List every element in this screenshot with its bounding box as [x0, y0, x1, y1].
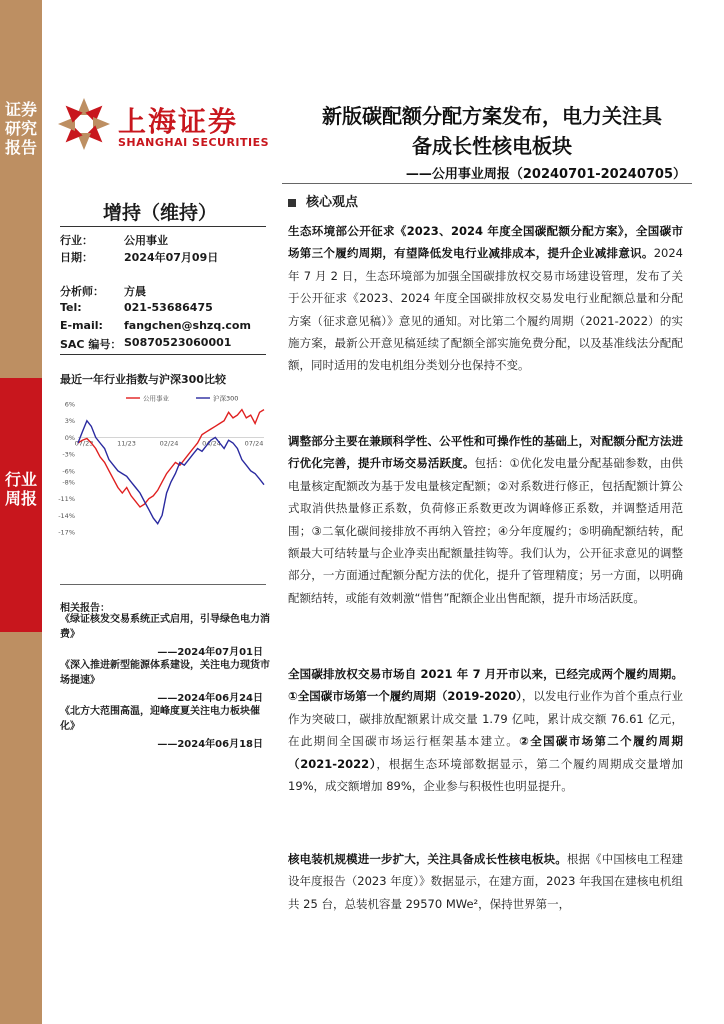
brand-name-cn: 上海证券	[118, 105, 239, 138]
paragraph-3-lead: 全国碳排放权交易市场自 2021 年 7 月开市以来，已经完成两个履约周期。①全国碳市场第一个履约周期（2019-2020）	[288, 667, 683, 704]
x-tick-label: 11/23	[117, 439, 136, 448]
brand-name-en: SHANGHAI SECURITIES	[118, 136, 270, 149]
legend-label: 沪深300	[213, 394, 239, 403]
series-line-utilities	[78, 410, 264, 507]
legend-label: 公用事业	[143, 394, 169, 403]
report-title-line2: 备成长性核电板块	[412, 134, 572, 158]
paragraph-2-lead: 调整部分主要在兼顾科学性、公平性和可操作性的基础上，对配额分配方法进行优化完善，提升市场交易活跃度。	[288, 434, 683, 471]
core-view-heading-text: 核心观点	[306, 195, 359, 210]
date-value: 2024年07月09日	[124, 251, 219, 264]
y-tick-label: -17%	[58, 528, 75, 537]
x-tick-label: 02/24	[159, 439, 179, 448]
date-label: 日期：	[60, 251, 93, 264]
y-tick-label: -3%	[62, 450, 75, 459]
y-tick-label: -6%	[62, 467, 75, 476]
paragraph-3	[288, 663, 683, 797]
related-report-3[interactable]: 《北方大范围高温，迎峰度夏关注电力板块催化》	[60, 706, 260, 732]
related-report-2-date: ——2024年06月24日	[157, 693, 263, 704]
x-tick-label: 07/23	[74, 439, 94, 448]
related-report-1-date: ——2024年07月01日	[157, 647, 263, 658]
sac-label: SAC 编号：	[60, 338, 122, 351]
email-value[interactable]: fangchen@shzq.com	[124, 319, 251, 332]
y-tick-label: -8%	[62, 478, 75, 487]
company-logo-icon	[57, 97, 111, 151]
rating: 增持（维持）	[102, 202, 217, 224]
analyst-value: 方晨	[124, 285, 146, 298]
industry-label: 行业：	[60, 234, 93, 247]
paragraph-2-body: 包括：①优化发电量分配基础参数，由供电量核定配额改为基于发电量核定配额；②对系数进行修正，包括配额计算公式取消供热量修正系数，负荷修正系数更改为调峰修正系数，并调整适用范围；③二氧化碳间接排放不再纳入管控；④分年度履约；⑤明确配额结转，配额最大可结转量与企业净卖出配额量挂钩等。我们认为，公开征求意见的调整部分，一方面通过配额分配方法的优化，提升了管理精度；另一方面，以明确配额结转，或能有效刺激“惜售”配额企业出售配额，提升市场活跃度。	[288, 456, 683, 605]
email-label: E-mail:	[60, 319, 103, 332]
related-report-2[interactable]: 《深入推进新型能源体系建设，关注电力现货市场提速》	[60, 660, 270, 686]
tel-value: 021-53686475	[124, 301, 213, 314]
related-report-1[interactable]: 《绿证核发交易系统正式启用，引导绿色电力消费》	[60, 614, 270, 640]
core-view-heading	[288, 191, 358, 210]
paragraph-4-lead: 核电装机规模进一步扩大，关注具备成长性核电板块。	[288, 852, 567, 866]
paragraph-4-body: 根据《中国核电工程建设年度报告（2023 年度）》数据显示，在建方面，2023 年我国在建核电机组共 25 台，总装机容量 29570 MWe²，保持世界第一，	[288, 852, 683, 911]
report-subtitle: ——公用事业周报（20240701-20240705）	[405, 167, 686, 182]
sidebar-report-type: 证券研究报告	[4, 100, 37, 157]
sac-value: S0870523060001	[124, 336, 232, 349]
x-tick-label: 04/24	[202, 439, 221, 448]
paragraph-3-body-1: ，以发电行业作为首个重点行业作为突破口，碳排放配额累计成交量 1.79 亿吨，累计成交额 76.61 亿元，在此期间全国碳市场运行框架基本建立。	[288, 689, 684, 749]
y-tick-label: -11%	[58, 495, 75, 504]
divider	[282, 183, 692, 184]
bullet-square-icon	[288, 199, 296, 207]
y-tick-label: -14%	[58, 511, 75, 520]
divider	[60, 226, 266, 227]
paragraph-2	[288, 430, 683, 609]
paragraph-1	[288, 220, 683, 377]
y-tick-label: 6%	[64, 400, 75, 409]
series-line-csi300	[78, 421, 264, 524]
y-tick-label: 3%	[64, 417, 75, 426]
paragraph-3-lead-2: ②全国碳市场第二个履约周期（2021-2022）	[288, 734, 683, 771]
chart-title: 最近一年行业指数与沪深300比较	[60, 373, 226, 386]
paragraph-1-lead: 生态环境部公开征求《2023、2024 年度全国碳配额分配方案》，全国碳市场第三个履约周期，有望降低发电行业减排成本，提升企业减排意识。	[288, 224, 683, 261]
sidebar-weekly-label: 行业周报	[4, 470, 37, 508]
index-comparison-chart	[56, 390, 270, 540]
paragraph-1-body: 2024 年 7 月 2 日，生态环境部为加强全国碳排放权交易市场建设管理，发布了关于公开征求《2023、2024 年度全国碳排放权交易发电行业配额总量和分配方案（征求意见稿）》意见的通知。对比第二个履约周期（2021-2022）的实施方案，最新公开意见稿延续了配额全部实施免费分配，以及基准线法分配配额，同时适用的发电机组分类划分也保持不变。	[288, 246, 683, 373]
report-title-line1: 新版碳配额分配方案发布，电力关注具	[322, 104, 662, 128]
paragraph-4	[288, 848, 683, 915]
industry-value: 公用事业	[124, 234, 168, 247]
paragraph-3-body-2: ，根据生态环境部数据显示，第二个履约周期成交量增加 19%，成交额增加 89%，企业参与积极性也明显提升。	[288, 756, 683, 794]
x-tick-label: 07/24	[244, 439, 264, 448]
tel-label: Tel:	[60, 301, 82, 314]
analyst-label: 分析师：	[60, 285, 104, 298]
related-reports-heading: 相关报告：	[60, 603, 110, 614]
related-report-3-date: ——2024年06月18日	[157, 739, 263, 750]
divider	[60, 354, 266, 355]
y-tick-label: 0%	[64, 433, 75, 442]
divider	[60, 584, 266, 585]
